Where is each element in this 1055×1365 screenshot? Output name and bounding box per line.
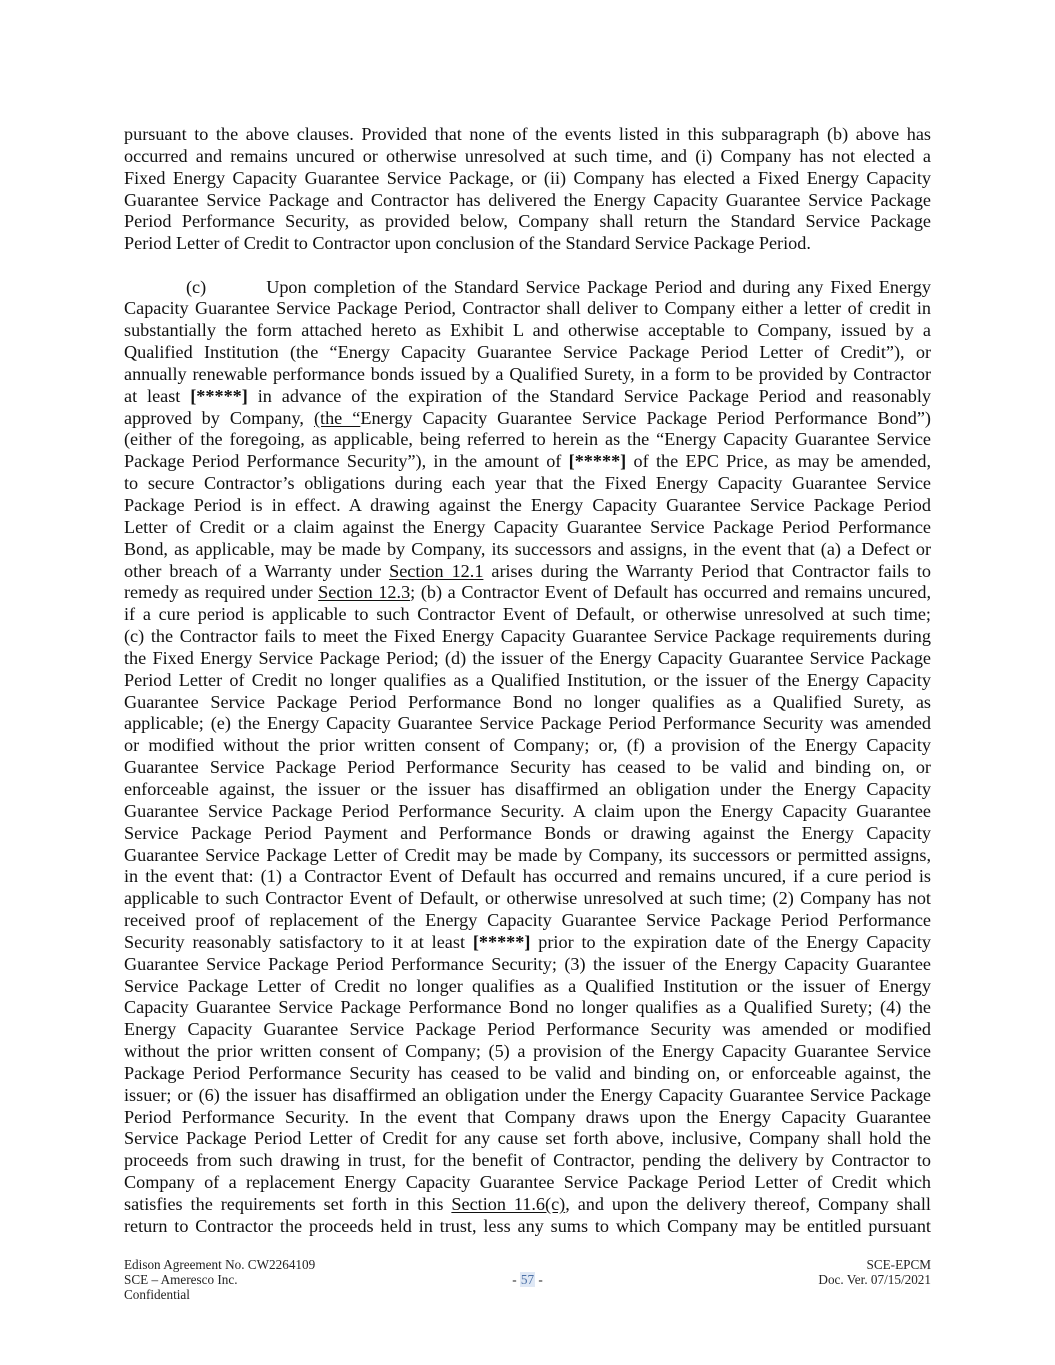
paragraph-c: [124, 277, 931, 1238]
text-line: [124, 561, 931, 583]
text-line: Package Period is in effect. A drawing against the Energy Capacity Guarantee Service Package Period: [124, 495, 931, 515]
parties: SCE – Ameresco Inc.: [124, 1272, 238, 1287]
text-segment: of the EPC Price, as may be amended,: [626, 451, 931, 472]
redacted-marker: [*****]: [568, 451, 627, 472]
text-segment: at least: [124, 385, 191, 406]
underlined-text: (the “: [313, 407, 361, 428]
text-line: to secure Contractor’s obligations during each year that the Fixed Energy Capacity Guarantee Service: [124, 473, 931, 494]
text-segment: Package Period Performance Security”), in the amount of: [124, 451, 569, 472]
text-segment: other breach of a Warranty under: [124, 560, 390, 581]
text-line: enforceable against, the issuer or the issuer has disaffirmed an obligation under the Energy Capacity: [124, 778, 931, 799]
text-segment: prior to the expiration date of the Energy Capacity: [530, 931, 931, 952]
text-line: annually renewable performance bonds issued by a Qualified Surety, in a form to be provided by Contractor: [124, 363, 931, 384]
text-line: proceeds from such drawing in trust, for the benefit of Contractor, pending the delivery by Contractor to: [124, 1150, 931, 1171]
text-line: Energy Capacity Guarantee Service Package Period Performance Security was amended or modified: [124, 1019, 931, 1040]
text-line: occurred and remains uncured or otherwise unresolved at such time, and (i) Company has not elected a: [124, 145, 931, 166]
text-line: applicable to such Contractor Event of Default, or otherwise unresolved at such time; (2) Company has not: [124, 888, 931, 909]
text-line: Package Period Performance Security has ceased to be valid and binding on, or enforceable against, the: [124, 1062, 931, 1083]
text-segment: remedy as required under: [124, 582, 319, 603]
text-line: pursuant to the above clauses. Provided that none of the events listed in this subparagraph (b) above has: [124, 124, 931, 144]
text-line: Period Performance Security, as provided below, Company shall return the Standard Service Package: [124, 211, 931, 232]
document-version: Doc. Ver. 07/15/2021: [818, 1272, 931, 1287]
text-line: Bond, as applicable, may be made by Company, its successors and assigns, in the event that (a) a Defect or: [124, 538, 931, 559]
text-line: Service Package Period Letter of Credit for any cause set forth above, inclusive, Company shall hold the: [124, 1128, 931, 1149]
text-line: received proof of replacement of the Energy Capacity Guarantee Service Package Period Performance: [124, 910, 931, 931]
text-line: Period Performance Security. In the event that Company draws upon the Energy Capacity Guarantee: [124, 1106, 931, 1127]
page-number-suffix: -: [535, 1272, 543, 1287]
text-line: or modified without the prior written consent of Company; or, (f) a provision of the Energy Capacity: [124, 735, 931, 756]
text-line: [124, 451, 931, 473]
footer-right: [818, 1257, 931, 1287]
confidential-label: Confidential: [124, 1287, 190, 1302]
text-line: Capacity Guarantee Service Package Period, Contractor shall deliver to Company either a letter of credit in: [124, 298, 931, 319]
text-line: Guarantee Service Package Period Performance Security; (3) the issuer of the Energy Capacity Guarantee: [124, 953, 931, 974]
section-12-1-reference[interactable]: Section 12.1: [389, 560, 484, 581]
text-line: (c) the Contractor fails to meet the Fixed Energy Capacity Guarantee Service Package requirements during: [124, 626, 931, 647]
text-line: Fixed Energy Capacity Guarantee Service Package, or (ii) Company has elected a Fixed Energy Capacity: [124, 167, 931, 188]
text-line: Service Package Period Payment and Performance Bonds or drawing against the Energy Capacity: [124, 822, 931, 843]
text-line: [124, 582, 931, 604]
document-code: SCE-EPCM: [866, 1257, 931, 1272]
text-line: [124, 386, 931, 408]
text-line: substantially the form attached hereto as Exhibit L and otherwise acceptable to Company, issued by a: [124, 320, 931, 341]
text-segment: Energy Capacity Guarantee Service Package Period Performance Bond”): [360, 407, 931, 428]
text-segment: , and upon the delivery thereof, Company shall: [565, 1194, 931, 1214]
text-line: Letter of Credit or a claim against the Energy Capacity Guarantee Service Package Period Performance: [124, 516, 931, 537]
text-segment: approved by Company,: [124, 407, 314, 428]
text-line: Capacity Guarantee Service Package Performance Bond no longer qualifies as a Qualified Surety; (4) the: [124, 997, 931, 1018]
text-segment: arises during the Warranty Period that Contractor fails to: [483, 560, 931, 581]
text-line: without the prior written consent of Company; (5) a provision of the Energy Capacity Guarantee Service: [124, 1041, 931, 1062]
text-line: return to Contractor the proceeds held in trust, less any sums to which Company may be entitled pursuant: [124, 1215, 931, 1236]
page-number-block: [124, 1272, 931, 1287]
text-line: Period Letter of Credit to Contractor upon conclusion of the Standard Service Package Period.: [124, 233, 811, 254]
text-line: Period Letter of Credit no longer qualifies as a Qualified Institution, or the issuer of the Energy Capacity: [124, 669, 931, 690]
text-line: Guarantee Service Package Period Performance Bond no longer qualifies as a Qualified Surety, as: [124, 691, 931, 712]
text-line: [124, 277, 931, 299]
text-line: (either of the foregoing, as applicable, being referred to herein as the “Energy Capacity Guarantee Service: [124, 429, 931, 450]
text-line: [124, 1194, 931, 1216]
text-line: Guarantee Service Package Letter of Credit may be made by Company, its successors or permitted assigns,: [124, 844, 931, 865]
text-line: [124, 408, 931, 430]
text-segment: satisfies the requirements set forth in this: [124, 1194, 452, 1214]
text-line: the Fixed Energy Service Package Period; (d) the issuer of the Energy Capacity Guarantee Service Package: [124, 647, 931, 668]
section-12-3-reference[interactable]: Section 12.3: [318, 582, 411, 603]
text-line: if a cure period is applicable to such Contractor Event of Default, or otherwise unresolved at such time;: [124, 604, 931, 625]
page-number-prefix: -: [512, 1272, 520, 1287]
text-line: applicable; (e) the Energy Capacity Guarantee Service Package Period Performance Security was amended: [124, 713, 931, 734]
text-segment: in advance of the expiration of the Standard Service Package Period and reasonably: [247, 385, 931, 406]
paragraph-b-continuation: [124, 124, 931, 255]
text-line: [124, 932, 931, 954]
text-segment: Security reasonably satisfactory to it at least: [124, 931, 473, 952]
text-line: in the event that: (1) a Contractor Event of Default has occurred and remains uncured, if a cure period is: [124, 866, 931, 887]
text-segment: Upon completion of the Standard Service Package Period and during any Fixed Energy: [266, 276, 931, 297]
redacted-marker: [*****]: [472, 931, 531, 952]
text-line: Service Package Letter of Credit no longer qualifies as a Qualified Institution or the issuer of Energy: [124, 975, 931, 996]
subsection-label: (c): [186, 276, 207, 297]
redacted-marker: [*****]: [190, 385, 248, 406]
document-body: [124, 124, 931, 1238]
text-segment: ; (b) a Contractor Event of Default has occurred and remains uncured,: [410, 582, 931, 603]
text-line: Qualified Institution (the “Energy Capacity Guarantee Service Package Period Letter of Credit”), or: [124, 342, 931, 363]
text-line: Guarantee Service Package and Contractor has delivered the Energy Capacity Guarantee Service Package: [124, 189, 931, 210]
text-line: Guarantee Service Package Period Performance Security. A claim upon the Energy Capacity Guarantee: [124, 800, 931, 821]
text-line: Company of a replacement Energy Capacity Guarantee Service Package Period Letter of Credit which: [124, 1172, 931, 1193]
agreement-number: Edison Agreement No. CW2264109: [124, 1257, 316, 1272]
text-line: Guarantee Service Package Period Performance Security has ceased to be valid and binding on, or: [124, 757, 931, 778]
text-line: issuer; or (6) the issuer has disaffirmed an obligation under the Energy Capacity Guarantee Service Package: [124, 1084, 931, 1105]
section-11-6c-reference[interactable]: Section 11.6(c): [451, 1194, 566, 1214]
page-number: 57: [520, 1272, 535, 1287]
